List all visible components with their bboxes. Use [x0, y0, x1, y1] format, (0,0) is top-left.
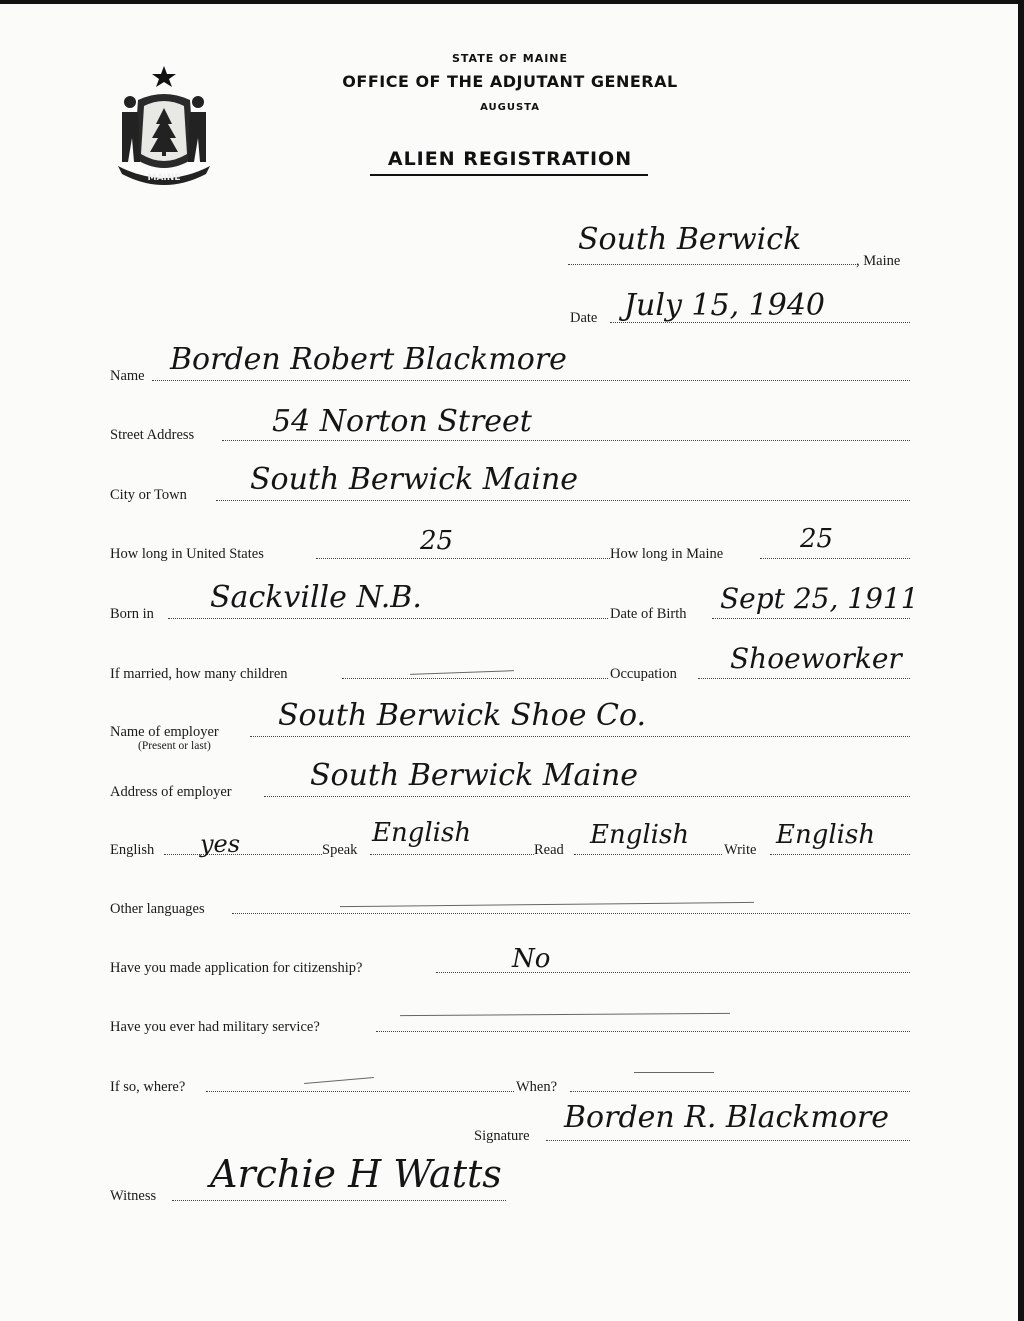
years-us-value[interactable]: 25: [420, 526, 454, 556]
citizenship-line: [436, 972, 910, 973]
write-value[interactable]: English: [776, 820, 876, 850]
street-label: Street Address: [110, 427, 195, 443]
employer-address-line: [264, 796, 910, 797]
read-line: [574, 854, 722, 855]
children-label: If married, how many children: [110, 666, 288, 682]
city-line: [216, 500, 910, 501]
header-office: OFFICE OF THE ADJUTANT GENERAL: [342, 72, 678, 91]
scan-edge-top: [0, 0, 1024, 4]
employer-sublabel: (Present or last): [138, 740, 211, 752]
other-languages-label: Other languages: [110, 901, 205, 917]
dob-line: [712, 618, 910, 619]
english-line: [164, 854, 322, 855]
street-line: [222, 440, 910, 441]
where-dash: [304, 1077, 374, 1084]
witness-value[interactable]: Archie H Watts: [210, 1152, 502, 1196]
witness-line: [172, 1200, 506, 1201]
born-line: [168, 618, 608, 619]
signature-value[interactable]: Borden R. Blackmore: [564, 1100, 890, 1135]
city-label: City or Town: [110, 487, 187, 503]
children-line: [342, 678, 608, 679]
years-us-label: How long in United States: [110, 546, 264, 562]
name-label: Name: [110, 368, 145, 384]
other-languages-line: [232, 913, 910, 914]
military-dash: [400, 1013, 730, 1016]
read-value[interactable]: English: [590, 820, 690, 850]
where-label: If so, where?: [110, 1079, 186, 1095]
scan-edge-right: [1018, 0, 1024, 1321]
military-label: Have you ever had military service?: [110, 1019, 320, 1035]
street-value[interactable]: 54 Norton Street: [272, 404, 532, 439]
read-label: Read: [534, 842, 564, 858]
date-value[interactable]: July 15, 1940: [624, 288, 826, 323]
speak-label: Speak: [322, 842, 358, 858]
other-languages-dash: [340, 902, 754, 907]
name-value[interactable]: Borden Robert Blackmore: [170, 342, 567, 377]
employer-label: Name of employer: [110, 724, 219, 740]
when-line: [570, 1091, 910, 1092]
children-dash: [410, 670, 514, 675]
occupation-value[interactable]: Shoeworker: [730, 642, 902, 675]
when-label: When?: [516, 1079, 558, 1095]
dob-value[interactable]: Sept 25, 1911: [720, 582, 919, 615]
english-label: English: [110, 842, 155, 858]
born-value[interactable]: Sackville N.B.: [210, 580, 422, 615]
header-city: AUGUSTA: [480, 102, 540, 113]
employer-address-value[interactable]: South Berwick Maine: [310, 758, 639, 793]
speak-value[interactable]: English: [372, 818, 472, 848]
employer-line: [250, 736, 910, 737]
military-line: [376, 1031, 910, 1032]
employer-value[interactable]: South Berwick Shoe Co.: [278, 698, 647, 733]
speak-line: [370, 854, 534, 855]
write-line: [770, 854, 910, 855]
citizenship-value[interactable]: No: [512, 944, 551, 974]
signature-line: [546, 1140, 910, 1141]
seal-label: MAINE: [147, 173, 181, 183]
when-dash: [634, 1072, 714, 1073]
town-label: , Maine: [856, 253, 901, 269]
employer-address-label: Address of employer: [110, 784, 232, 800]
write-label: Write: [724, 842, 757, 858]
where-line: [206, 1091, 514, 1092]
city-value[interactable]: South Berwick Maine: [250, 462, 579, 497]
english-value[interactable]: yes: [200, 830, 241, 858]
dob-label: Date of Birth: [610, 606, 687, 622]
born-label: Born in: [110, 606, 154, 622]
occupation-label: Occupation: [610, 666, 677, 682]
years-maine-value[interactable]: 25: [800, 524, 834, 554]
town-line: [568, 264, 856, 265]
years-us-line: [316, 558, 610, 559]
header-state: STATE OF MAINE: [451, 52, 569, 65]
signature-label: Signature: [474, 1128, 530, 1144]
occupation-line: [698, 678, 910, 679]
years-maine-label: How long in Maine: [610, 546, 724, 562]
title-underline: [370, 174, 648, 176]
citizenship-label: Have you made application for citizenship?: [110, 960, 363, 976]
years-maine-line: [760, 558, 910, 559]
form-title: ALIEN REGISTRATION: [387, 148, 633, 170]
witness-label: Witness: [110, 1188, 157, 1204]
state-seal-icon: [108, 62, 220, 192]
name-line: [152, 380, 910, 381]
date-label: Date: [570, 310, 598, 326]
town-value[interactable]: South Berwick: [578, 222, 802, 257]
